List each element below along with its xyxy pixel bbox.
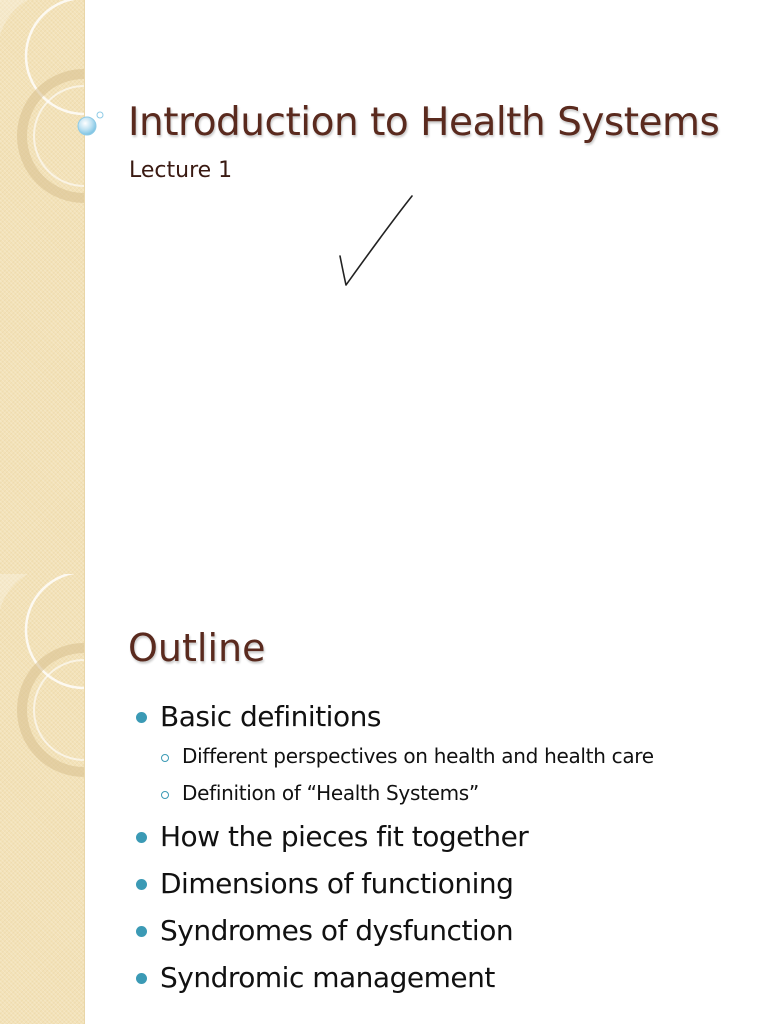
sub-item [134,738,754,775]
list-item [134,959,754,997]
list-item [134,865,754,903]
bullet-icon [136,926,147,937]
bullet-icon [136,712,147,723]
outline-list [134,698,754,997]
list-item [134,818,754,856]
sub-item-text: Definition of “Health Systems” [182,781,479,805]
list-item-text: Syndromes of dysfunction [160,914,514,947]
hollow-bullet-icon [161,754,169,762]
sub-item [134,775,754,812]
decorative-side-band [0,574,85,1024]
list-item-text: Dimensions of functioning [160,867,514,900]
slide-title: Introduction to Health Systems [128,100,720,145]
decorative-circles [0,574,84,1024]
list-item [134,912,754,950]
list-item-text: Basic definitions [160,700,381,733]
blue-orb-icon [70,104,110,144]
slide-subtitle: Lecture 1 [129,158,233,183]
list-item-text: Syndromic management [160,961,495,994]
list-item-text: How the pieces fit together [160,820,529,853]
hollow-bullet-icon [161,791,169,799]
bullet-icon [136,832,147,843]
sub-item-text: Different perspectives on health and health care [182,744,654,768]
bullet-icon [136,879,147,890]
decorative-side-band [0,0,85,574]
outline-heading: Outline [128,626,266,670]
bullet-icon [136,973,147,984]
decorative-circles [0,0,84,574]
outline-slide [0,574,768,1024]
list-item [134,698,754,812]
checkmark-icon [334,190,418,290]
sub-list [134,738,754,812]
